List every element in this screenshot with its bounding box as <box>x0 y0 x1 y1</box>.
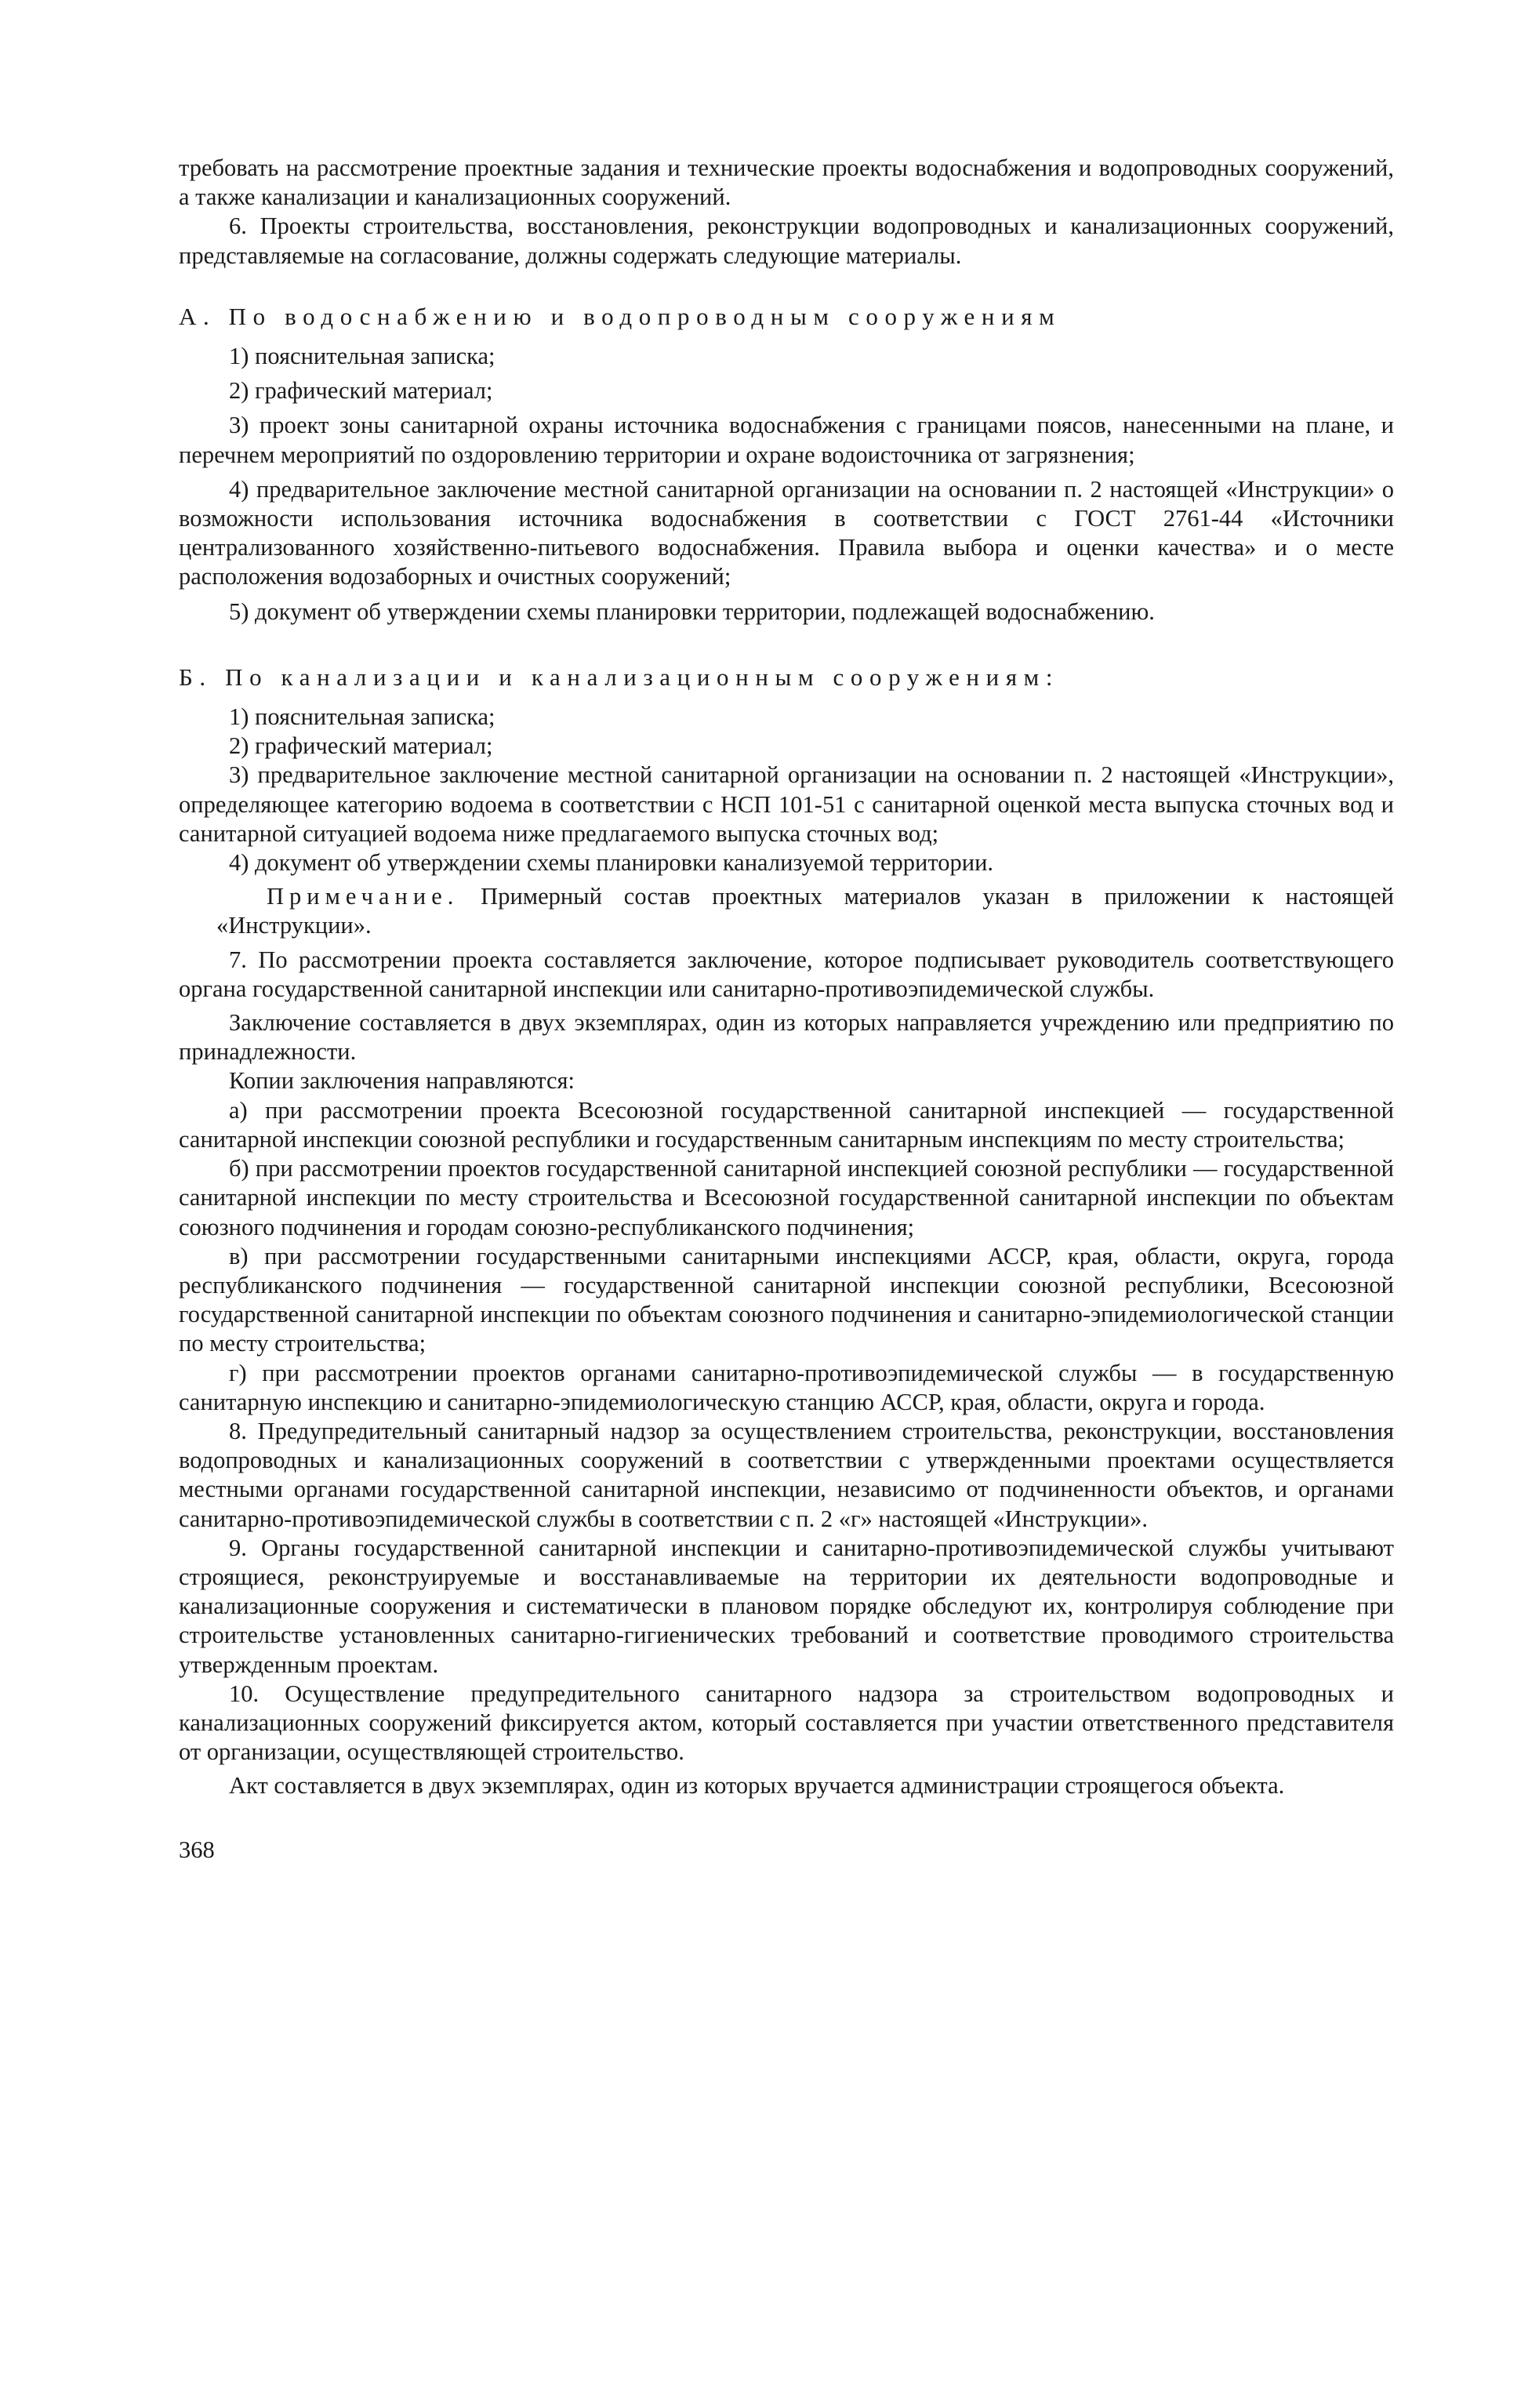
list-item-a1: 1) пояснительная записка; <box>229 343 495 370</box>
paragraph-7-copies-count: Заключение составляется в двух экземплярах, один из которых направляется учреждению или предприятию по принадлежности. <box>179 1009 1394 1066</box>
note-label: Примечание. <box>267 883 459 910</box>
paragraph-10: 10. Осуществление предупредительного санитарного надзора за строительством водопроводных и канализационных сооружений фиксируется актом, который составляется при участии ответственного представителя от организации, осуществляющей строительство. <box>179 1680 1394 1766</box>
list-item-b4: 4) документ об утверждении схемы планировки канализуемой территории. <box>229 849 994 877</box>
list-item-a5: 5) документ об утверждении схемы планировки территории, подлежащей водоснабжению. <box>229 597 1155 625</box>
section-heading-b: Б. По канализации и канализационным сооружениям: <box>179 663 1060 691</box>
document-page <box>179 154 1394 2365</box>
list-item-a2: 2) графический материал; <box>229 377 493 405</box>
list-item-a3: 3) проект зоны санитарной охраны источника водоснабжения с границами поясов, нанесенными на плане, и перечнем мероприятий по оздоровлению территории и охране водоисточника от загрязнения; <box>179 412 1394 468</box>
paragraph-7-copies-intro: Копии заключения направляются: <box>229 1067 575 1095</box>
paragraph-8: 8. Предупредительный санитарный надзор за осуществлением строительства, реконструкции, восстановления водопроводных и канализационных сооружений в соответствии с утвержденными проектами осуществляется местными органами государственной санитарной инспекции, независимо от подчиненности объектов, и органами санитарно-противоэпидемической службы в соответствии с п. 2 «г» настоящей «Инструкции». <box>179 1417 1394 1532</box>
paragraph-7-item-b: б) при рассмотрении проектов государственной санитарной инспекцией союзной республики — государственной санитарной инспекции по месту строительства и Всесоюзной государственной санитарной инспекции по объектам союзного подчинения и городам союзно-республиканского подчинения; <box>179 1155 1394 1240</box>
paragraph-7-item-d: г) при рассмотрении проектов органами санитарно-противоэпидемической службы — в государственную санитарную инспекцию и санитарно-эпидемиологическую станцию АССР, края, области, округа и города. <box>179 1359 1394 1415</box>
list-item-b3: 3) предварительное заключение местной санитарной организации на основании п. 2 настоящей «Инструкции», определяющее категорию водоема в соответствии с НСП 101-51 с санитарной оценкой места выпуска сточных вод и санитарной ситуацией водоема ниже предлагаемого выпуска сточных вод; <box>179 761 1394 847</box>
paragraph-6: 6. Проекты строительства, восстановления, реконструкции водопроводных и канализационных сооружений, представляемые на согласование, должны содержать следующие материалы. <box>179 212 1394 269</box>
note-text: Примерный состав проектных материалов указан в приложении к настоящей «Инструкции». <box>216 883 1394 939</box>
paragraph-10-act: Акт составляется в двух экземплярах, один из которых вручается администрации строящегося объекта. <box>229 1772 1285 1800</box>
list-item-a4: 4) предварительное заключение местной санитарной организации на основании п. 2 настоящей «Инструкции» о возможности использования источника водоснабжения в соответствии с ГОСТ 2761-44 «Источники централизованного хозяйственно-питьевого водоснабжения. Правила выбора и оценки качества» и о месте расположения водозаборных и очистных сооружений; <box>179 475 1394 590</box>
list-item-b1: 1) пояснительная записка; <box>229 703 495 731</box>
paragraph-7-item-c: в) при рассмотрении государственными санитарными инспекциями АССР, края, области, округа, города республиканского подчинения — государственной санитарной инспекции союзной республики, Всесоюзной государственной санитарной инспекции по объектам союзного подчинения и санитарно-эпидемиологической станции по месту строительства; <box>179 1242 1394 1357</box>
section-heading-a: А. По водоснабжению и водопроводным сооружениям <box>179 302 1062 330</box>
page-number: 368 <box>179 1836 215 1863</box>
note-paragraph <box>179 882 1394 940</box>
paragraph-9: 9. Органы государственной санитарной инспекции и санитарно-противоэпидемической службы учитывают строящиеся, реконструируемые и восстанавливаемые на территории их деятельности водопроводные и канализационные сооружения и систематически в плановом порядке обследуют их, контролируя соблюдение при строительстве установленных санитарно-гигиенических требований и соответствие проводимого строительства утвержденным проектам. <box>179 1534 1394 1678</box>
paragraph-7-item-a: а) при рассмотрении проекта Всесоюзной государственной санитарной инспекцией — государственной санитарной инспекции союзной республики и государственным санитарным инспекциям по месту строительства; <box>179 1096 1394 1153</box>
paragraph-7: 7. По рассмотрении проекта составляется заключение, которое подписывает руководитель соответствующего органа государственной санитарной инспекции или санитарно-противоэпидемической службы. <box>179 946 1394 1002</box>
intro-paragraph: требовать на рассмотрение проектные задания и технические проекты водоснабжения и водопроводных сооружений, а также канализации и канализационных сооружений. <box>179 154 1394 211</box>
list-item-b2: 2) графический материал; <box>229 732 493 760</box>
